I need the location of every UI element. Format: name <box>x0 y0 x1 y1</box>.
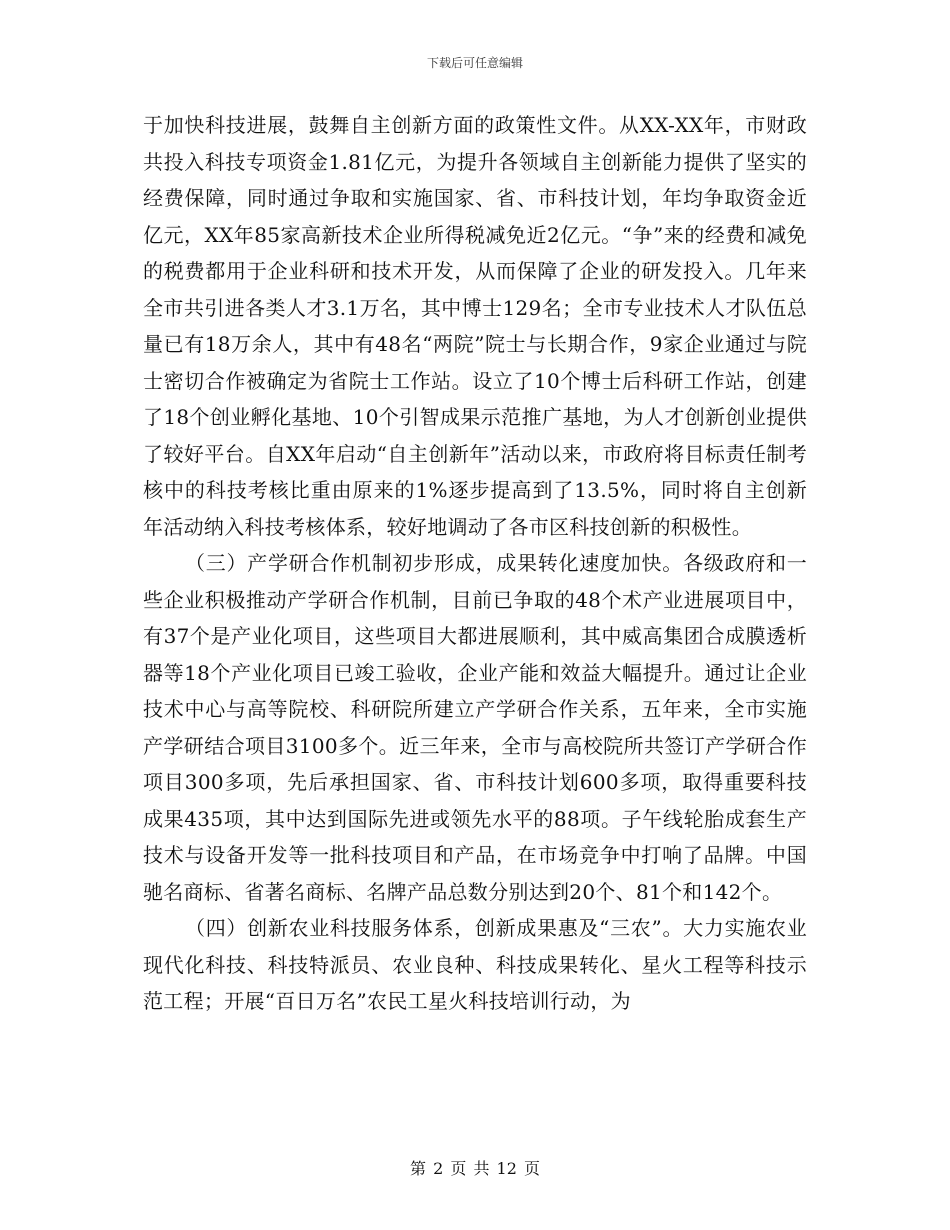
paragraph-section-three: （三）产学研合作机制初步形成，成果转化速度加快。各级政府和一些企业积极推动产学研合作机制，目前已争取的48个术产业进展项目中，有37个是产业化项目，这些项目大都进展顺利，其中威高集团合成膜透析器等18个产业化项目已竣工验收，企业产能和效益大幅提升。通过让企业技术中心与高等院校、科研院所建立产学研合作关系，五年来，全市实施产学研结合项目3100多个。近三年来，全市与高校院所共签订产学研合作项目300多项，先后承担国家、省、市科技计划600多项，取得重要科技成果435项，其中达到国际先进或领先水平的88项。子午线轮胎成套生产技术与设备开发等一批科技项目和产品，在市场竞争中打响了品牌。中国驰名商标、省著名商标、名牌产品总数分别达到20个、81个和142个。 <box>143 551 807 904</box>
page-header-note: 下载后可任意编辑 <box>426 56 523 70</box>
paragraph-continued: 于加快科技进展，鼓舞自主创新方面的政策性文件。从XX-XX年，市财政共投入科技专项资金1.81亿元，为提升各领域自主创新能力提供了坚实的经费保障，同时通过争取和实施国家、省、市科技计划，年均争取资金近亿元，XX年85家高新技术企业所得税减免近2亿元。“争”来的经费和减免的税费都用于企业科研和技术开发，从而保障了企业的研发投入。几年来全市共引进各类人才3.1万名，其中博士129名；全市专业技术人才队伍总量已有18万余人，其中有48名“两院”院士与长期合作，9家企业通过与院士密切合作被确定为省院士工作站。设立了10个博士后科研工作站，创建了18个创业孵化基地、10个引智成果示范推广基地，为人才创新创业提供了较好平台。自XX年启动“自主创新年”活动以来，市政府将目标责任制考核中的科技考核比重由原来的1%逐步提高到了13.5%，同时将自主创新年活动纳入科技考核体系，较好地调动了各市区科技创新的积极性。 <box>143 113 807 539</box>
paragraph-section-four: （四）创新农业科技服务体系，创新成果惠及“三农”。大力实施农业现代化科技、科技特派员、农业良种、科技成果转化、星火工程等科技示范工程；开展“百日万名”农民工星火科技培训行动，为 <box>143 916 807 1013</box>
page-number-footer: 第 2 页 共 12 页 <box>410 1159 540 1178</box>
document-body <box>143 107 807 1020</box>
